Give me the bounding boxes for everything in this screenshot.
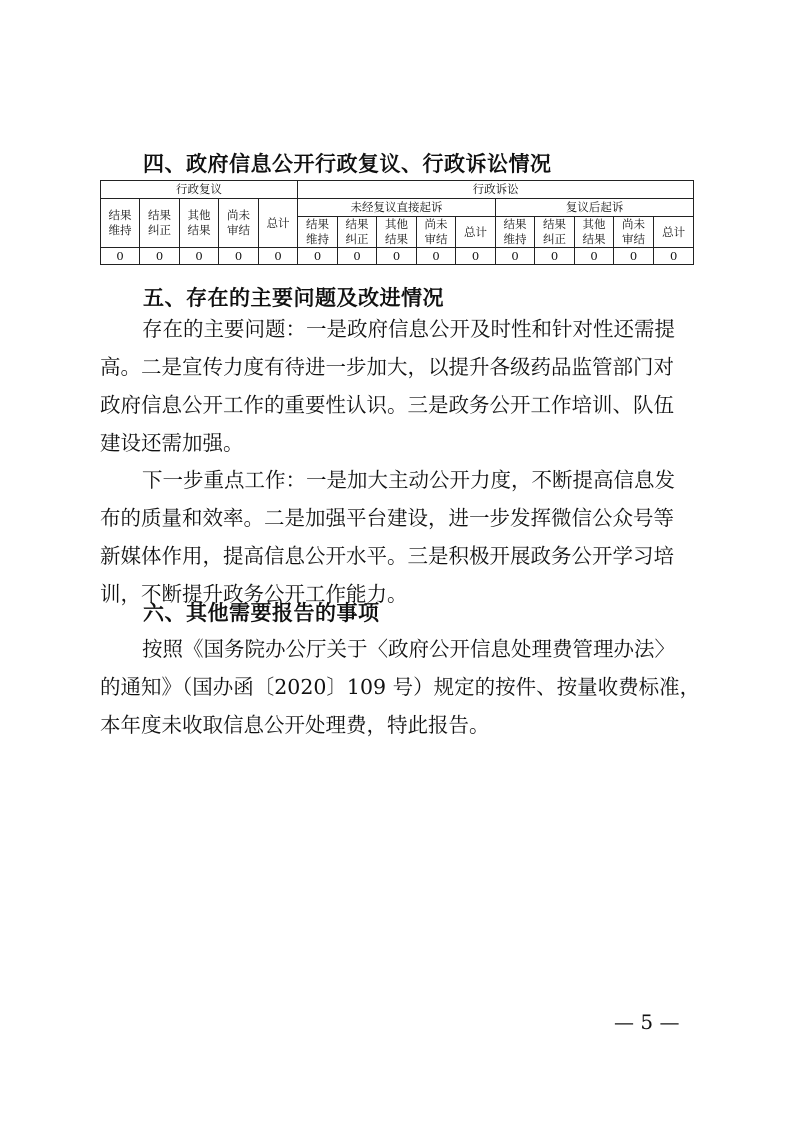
paragraph-line: 训，不断提升政务公开工作能力。: [100, 582, 408, 606]
section6-heading: 六、其他需要报告的事项: [143, 601, 380, 625]
table-cell: 0: [219, 248, 259, 265]
paragraph-line: 政府信息公开工作的重要性认识。三是政务公开工作培训、队伍: [100, 393, 674, 417]
paragraph-line: 下一步重点工作：一是加大主动公开力度，不断提高信息发: [142, 468, 675, 492]
after-upheld-header: 结果维持: [496, 217, 535, 248]
table-cell: 0: [298, 248, 338, 265]
review-litigation-table: [100, 180, 694, 265]
table-cell: 0: [140, 248, 180, 265]
table-cell: 0: [101, 248, 140, 265]
review-other-header: 其他结果: [180, 199, 219, 248]
after-corrected-header: 结果纠正: [535, 217, 575, 248]
direct-suit-header: 未经复议直接起诉: [298, 199, 496, 217]
table-cell: 0: [575, 248, 614, 265]
review-total-header: 总计: [259, 199, 298, 248]
table-cell: 0: [496, 248, 535, 265]
litigation-header: 行政诉讼: [298, 181, 694, 199]
review-corrected-header: 结果纠正: [140, 199, 180, 248]
table-cell: 0: [338, 248, 377, 265]
after-other-header: 其他结果: [575, 217, 614, 248]
table-cell: 0: [535, 248, 575, 265]
direct-pending-header: 尚未审结: [417, 217, 456, 248]
review-pending-header: 尚未审结: [219, 199, 259, 248]
paragraph-line: 新媒体作用，提高信息公开水平。三是积极开展政务公开学习培: [100, 544, 674, 568]
table-cell: 0: [456, 248, 496, 265]
table-cell: 0: [377, 248, 417, 265]
paragraph-line: 本年度未收取信息公开处理费，特此报告。: [100, 713, 490, 737]
table-cell: 0: [180, 248, 219, 265]
paragraph-line: 布的质量和效率。二是加强平台建设，进一步发挥微信公众号等: [100, 506, 674, 530]
direct-total-header: 总计: [456, 217, 496, 248]
paragraph-line: 按照《国务院办公厅关于〈政府公开信息处理费管理办法〉: [142, 637, 675, 661]
page-number: — 5 —: [614, 1010, 680, 1034]
after-review-header: 复议后起诉: [496, 199, 694, 217]
next-steps-paragraph: [100, 461, 692, 613]
problems-paragraph: [100, 310, 692, 462]
direct-other-header: 其他结果: [377, 217, 417, 248]
review-upheld-header: 结果维持: [101, 199, 140, 248]
paragraph-line: 存在的主要问题：一是政府信息公开及时性和针对性还需提: [142, 317, 675, 341]
table-cell: 0: [654, 248, 694, 265]
table-cell: 0: [417, 248, 456, 265]
table-row: [101, 248, 694, 265]
paragraph-line: 的通知》（国办函〔2020〕109 号）规定的按件、按量收费标准，: [100, 675, 701, 699]
direct-corrected-header: 结果纠正: [338, 217, 377, 248]
table-cell: 0: [259, 248, 298, 265]
admin-review-header: 行政复议: [101, 181, 298, 199]
section5-heading: 五、存在的主要问题及改进情况: [143, 286, 444, 310]
paragraph-line: 高。二是宣传力度有待进一步加大，以提升各级药品监管部门对: [100, 355, 674, 379]
table-cell: 0: [614, 248, 654, 265]
paragraph-line: 建设还需加强。: [100, 431, 244, 455]
direct-upheld-header: 结果维持: [298, 217, 338, 248]
fees-paragraph: [100, 630, 701, 744]
after-pending-header: 尚未审结: [614, 217, 654, 248]
after-total-header: 总计: [654, 217, 694, 248]
section4-heading: 四、政府信息公开行政复议、行政诉讼情况: [143, 152, 552, 176]
